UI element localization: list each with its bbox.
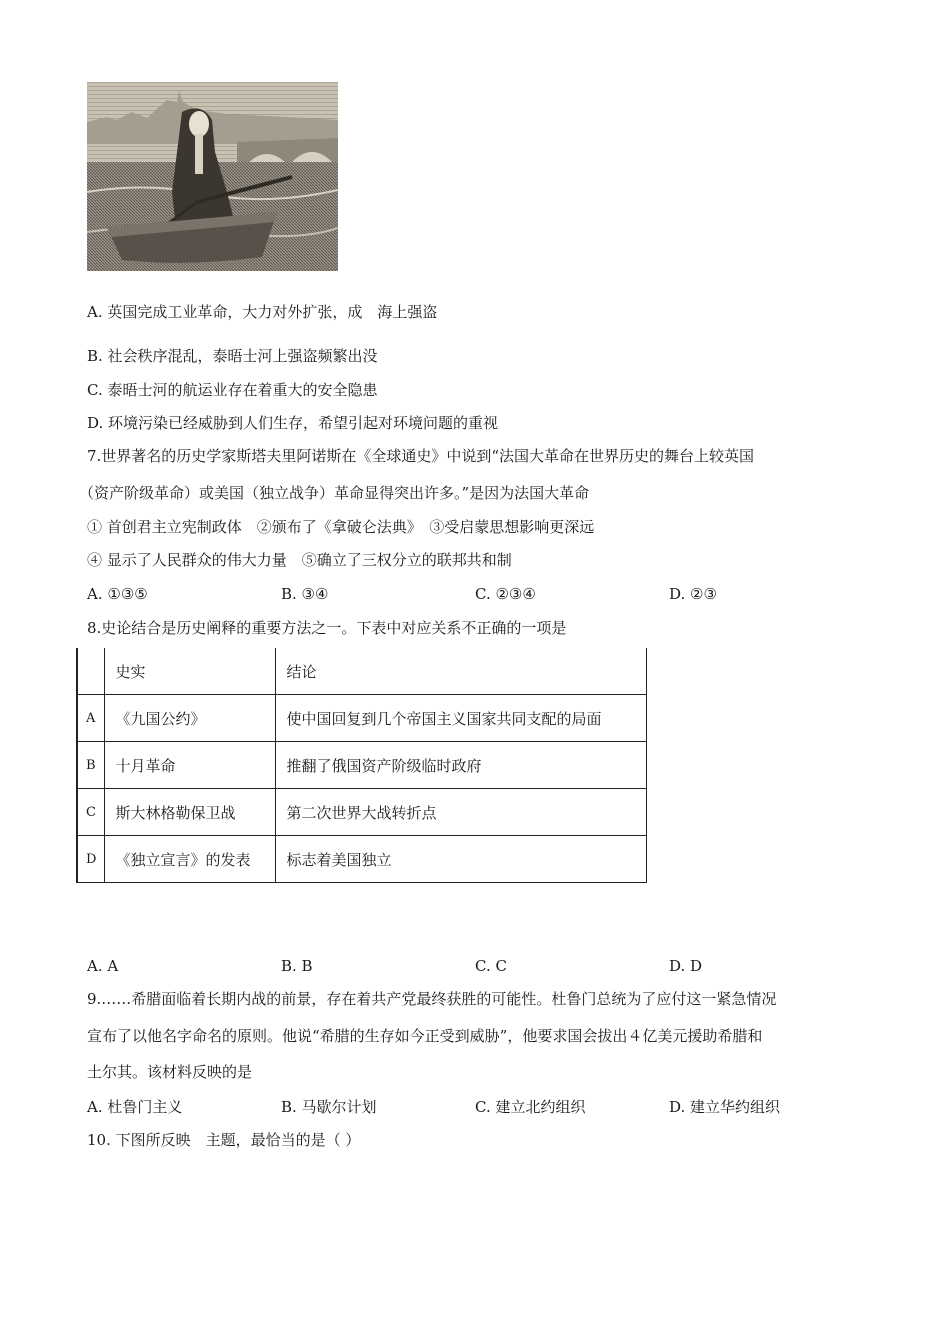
table-cell-label: C [77,789,105,836]
table-cell-label: D [77,836,105,883]
q9-option-a[interactable]: A. 杜鲁门主义 [87,1098,183,1116]
q7-option-d[interactable]: D. ②③ [669,585,717,603]
table-cell-label: A [77,695,105,742]
table-header-cell: 结论 [276,648,647,695]
q9-stem-line2: 宣布了以他名字命名的原则。他说“希腊的生存如今正受到威胁”，他要求国会拔出４亿美元援助希腊和 [87,1027,763,1045]
q8-option-b[interactable]: B. B [281,957,313,975]
table-row [77,695,647,742]
q9-stem-line1: 9.……希腊面临着长期内战的前景，存在着共产党最终获胜的可能性。杜鲁门总统为了应付这一紧急情况 [87,990,777,1008]
table-cell-fact: 斯大林格勒保卫战 [105,789,276,836]
q6-option-b[interactable]: B. 社会秩序混乱，泰晤士河上强盗频繁出没 [87,347,378,365]
q8-table [76,648,647,883]
q6-option-c[interactable]: C. 泰晤士河的航运业存在着重大的安全隐患 [87,381,378,399]
q7-choice-line2: ④ 显示了人民群众的伟大力量 ⑤确立了三权分立的联邦共和制 [87,551,512,569]
q9-option-d[interactable]: D. 建立华约组织 [669,1098,781,1116]
q10-stem: 10. 下图所反映 主题，最恰当的是（ ） [87,1131,361,1149]
q7-option-c[interactable]: C. ②③④ [475,585,536,603]
q6-option-a[interactable]: A. 英国完成工业革命，大力对外扩张，成 海上强盗 [87,303,438,321]
table-cell-fact: 《独立宣言》的发表 [105,836,276,883]
table-header-cell [77,648,105,695]
table-cell-fact: 十月革命 [105,742,276,789]
q9-stem-line3: 土尔其。该材料反映的是 [87,1063,253,1081]
q8-option-c[interactable]: C. C [475,957,507,975]
q9-option-b[interactable]: B. 马歇尔计划 [281,1098,377,1116]
q7-option-b[interactable]: B. ③④ [281,585,329,603]
q8-option-d[interactable]: D. D [669,957,703,975]
q9-option-c[interactable]: C. 建立北约组织 [475,1098,586,1116]
table-cell-conclusion: 使中国回复到几个帝国主义国家共同支配的局面 [276,695,647,742]
table-cell-fact: 《九国公约》 [105,695,276,742]
table-row [77,789,647,836]
q7-stem-line2: （资产阶级革命）或美国（独立战争）革命显得突出许多。”是因为法国大革命 [79,484,590,502]
table-row [77,742,647,789]
table-row [77,836,647,883]
q7-option-a[interactable]: A. ①③⑤ [87,585,148,603]
q7-choice-line1: ① 首创君主立宪制政体 ②颁布了《拿破仑法典》 ③受启蒙思想影响更深远 [87,518,595,536]
q8-stem: 8.史论结合是历史阐释的重要方法之一。下表中对应关系不正确的一项是 [87,619,567,637]
table-cell-conclusion: 标志着美国独立 [276,836,647,883]
table-cell-label: B [77,742,105,789]
q8-option-a[interactable]: A. A [87,957,119,975]
question-illustration [87,82,338,271]
q7-stem-line1: 7.世界著名的历史学家斯塔夫里阿诺斯在《全球通史》中说到“法国大革命在世界历史的舞台上较英国 [87,447,754,465]
table-header-row [77,648,647,695]
table-cell-conclusion: 第二次世界大战转折点 [276,789,647,836]
q6-option-d[interactable]: D. 环境污染已经威胁到人们生存，希望引起对环境问题的重视 [87,414,499,432]
table-header-cell: 史实 [105,648,276,695]
table-cell-conclusion: 推翻了俄国资产阶级临时政府 [276,742,647,789]
